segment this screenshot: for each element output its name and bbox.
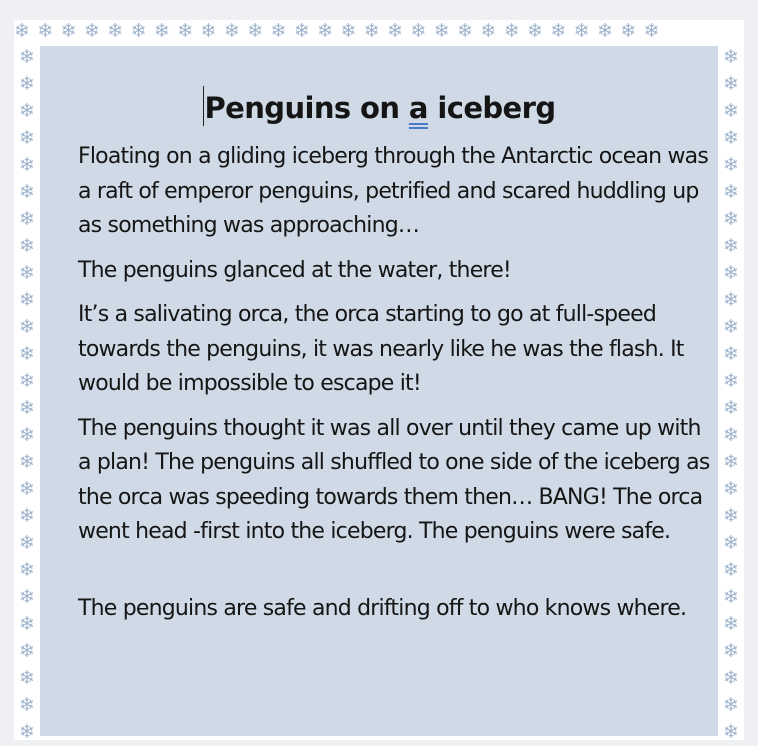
paragraph-5: The penguins are safe and drifting off to who knows where.: [78, 595, 687, 621]
title-part-3: iceberg: [427, 91, 556, 125]
paragraph-4: The penguins thought it was all over until they came up with a plan! The penguins all shuffled to one side of the iceberg as the orca was speeding towards them then… BANG! The orca went head -first into the iceberg. The penguins were safe.: [78, 415, 710, 544]
paragraph-3: It’s a salivating orca, the orca starting to go at full-speed towards the penguins, it was nearly like he was the flash. It would be impossible to escape it!: [78, 302, 684, 396]
paragraph-1: Floating on a gliding iceberg through the Antarctic ocean was a raft of emperor penguins, petrified and scared huddling up as something was approaching…: [78, 144, 709, 238]
document-body[interactable]: [40, 46, 718, 736]
paragraph-2: The penguins glanced at the water, there!: [78, 257, 511, 283]
text-cursor: [203, 86, 204, 126]
snowflake-border-right: ❄ ❄ ❄ ❄ ❄ ❄ ❄ ❄ ❄ ❄ ❄ ❄ ❄ ❄ ❄ ❄ ❄ ❄ ❄ ❄ ❄ ❄ ❄ ❄ ❄ ❄: [723, 46, 739, 743]
document-title[interactable]: [40, 86, 718, 126]
snowflake-border-top: ❄❄❄❄❄❄❄❄❄❄❄❄❄❄❄❄❄❄❄❄❄❄❄❄❄❄❄❄: [14, 20, 667, 42]
snowflake-border-left: ❄ ❄ ❄ ❄ ❄ ❄ ❄ ❄ ❄ ❄ ❄ ❄ ❄ ❄ ❄ ❄ ❄ ❄ ❄ ❄ ❄ ❄ ❄ ❄ ❄ ❄: [19, 46, 35, 743]
story-text[interactable]: [78, 140, 718, 636]
title-part-1: Penguins on: [204, 91, 409, 125]
grammar-flagged-word[interactable]: a: [408, 91, 428, 125]
